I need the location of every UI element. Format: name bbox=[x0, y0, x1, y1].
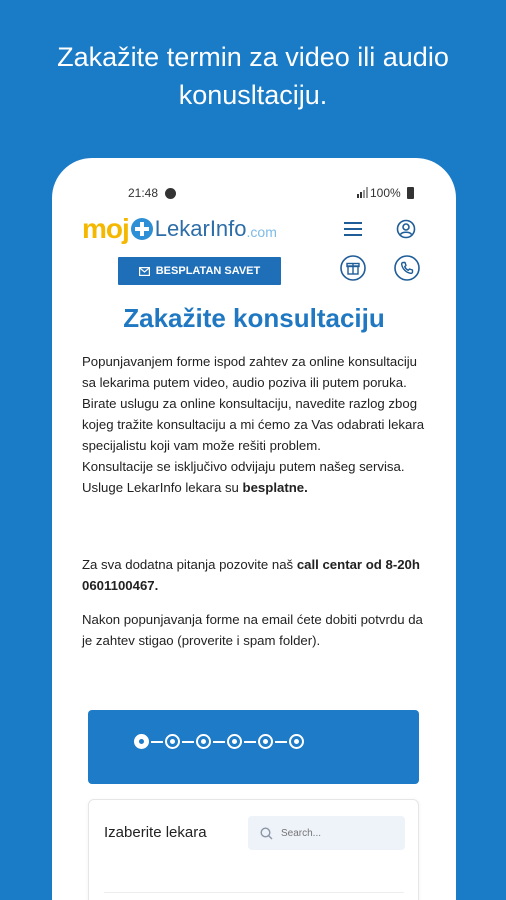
logo-moj: moj bbox=[82, 213, 129, 244]
promo-headline bbox=[0, 38, 506, 114]
free-advice-button[interactable] bbox=[118, 257, 281, 285]
stepper-step-1 bbox=[134, 734, 149, 749]
intro-text-3-plain: Konsultacije se isključivo odvijaju putem našeg servisa. Usluge LekarInfo lekara su bbox=[82, 459, 405, 495]
stepper-connector bbox=[213, 741, 225, 743]
stepper-steps bbox=[134, 734, 304, 749]
intro-text-1: Popunjavanjem forme ispod zahtev za online konsultaciju sa lekarima putem video, audio poziva ili putem poruka. bbox=[82, 354, 418, 390]
stepper-connector bbox=[275, 741, 287, 743]
stepper-step-6 bbox=[289, 734, 304, 749]
medical-cross-icon bbox=[131, 218, 153, 240]
stepper-connector bbox=[151, 741, 163, 743]
site-logo[interactable] bbox=[82, 214, 277, 244]
stepper-step-2 bbox=[165, 734, 180, 749]
user-account-icon[interactable] bbox=[395, 218, 417, 240]
doctor-search-box[interactable] bbox=[248, 816, 405, 850]
call-center-number[interactable]: call centar od 8-20h 0601100467. bbox=[82, 557, 420, 593]
stepper-step-5 bbox=[258, 734, 273, 749]
promo-headline-line2: konusltaciju. bbox=[178, 80, 328, 110]
stepper-connector bbox=[182, 741, 194, 743]
call-center-paragraph bbox=[82, 554, 432, 596]
doctor-search-input[interactable] bbox=[281, 828, 391, 839]
battery-percent: 100% bbox=[370, 186, 401, 200]
page-title: Zakažite konsultaciju bbox=[123, 303, 385, 333]
intro-text-3 bbox=[82, 456, 432, 498]
logo-lekarinfo: LekarInfo bbox=[154, 216, 247, 241]
promo-headline-line1: Zakažite termin za video ili audio bbox=[57, 42, 449, 72]
notification-icon bbox=[165, 188, 176, 199]
status-time: 21:48 bbox=[128, 186, 159, 200]
doctor-select-card bbox=[88, 799, 419, 900]
gift-icon[interactable] bbox=[340, 255, 366, 281]
choose-doctor-label: Izaberite lekara bbox=[104, 824, 207, 841]
free-advice-label: BESPLATAN SAVET bbox=[155, 265, 261, 277]
intro-text-3-bold: besplatne. bbox=[242, 480, 308, 495]
logo-domain: .com bbox=[246, 224, 277, 240]
confirmation-paragraph: Nakon popunjavanja forme na email ćete dobiti potvrdu da je zahtev stigao (proverite i spam folder). bbox=[82, 612, 423, 648]
mail-icon bbox=[139, 267, 150, 276]
card-divider bbox=[104, 892, 404, 900]
signal-icon bbox=[357, 187, 369, 198]
intro-text-2: Birate uslugu za online konsultaciju, navedite razlog zbog kojeg tražite konsultaciju a mi ćemo za Vas odabrati lekara specijalistu koji vam može rešiti problem. bbox=[82, 396, 425, 453]
form-stepper bbox=[88, 710, 419, 784]
phone-call-icon[interactable] bbox=[394, 255, 420, 281]
stepper-step-3 bbox=[196, 734, 211, 749]
battery-icon bbox=[407, 187, 414, 199]
call-center-text: Za sva dodatna pitanja pozovite naš bbox=[82, 557, 297, 572]
intro-paragraph bbox=[82, 351, 432, 498]
stepper-step-4 bbox=[227, 734, 242, 749]
search-icon bbox=[260, 827, 273, 840]
status-bar bbox=[52, 186, 456, 202]
phone-frame bbox=[52, 158, 456, 900]
stepper-connector bbox=[244, 741, 256, 743]
hamburger-menu-icon[interactable] bbox=[342, 219, 364, 239]
